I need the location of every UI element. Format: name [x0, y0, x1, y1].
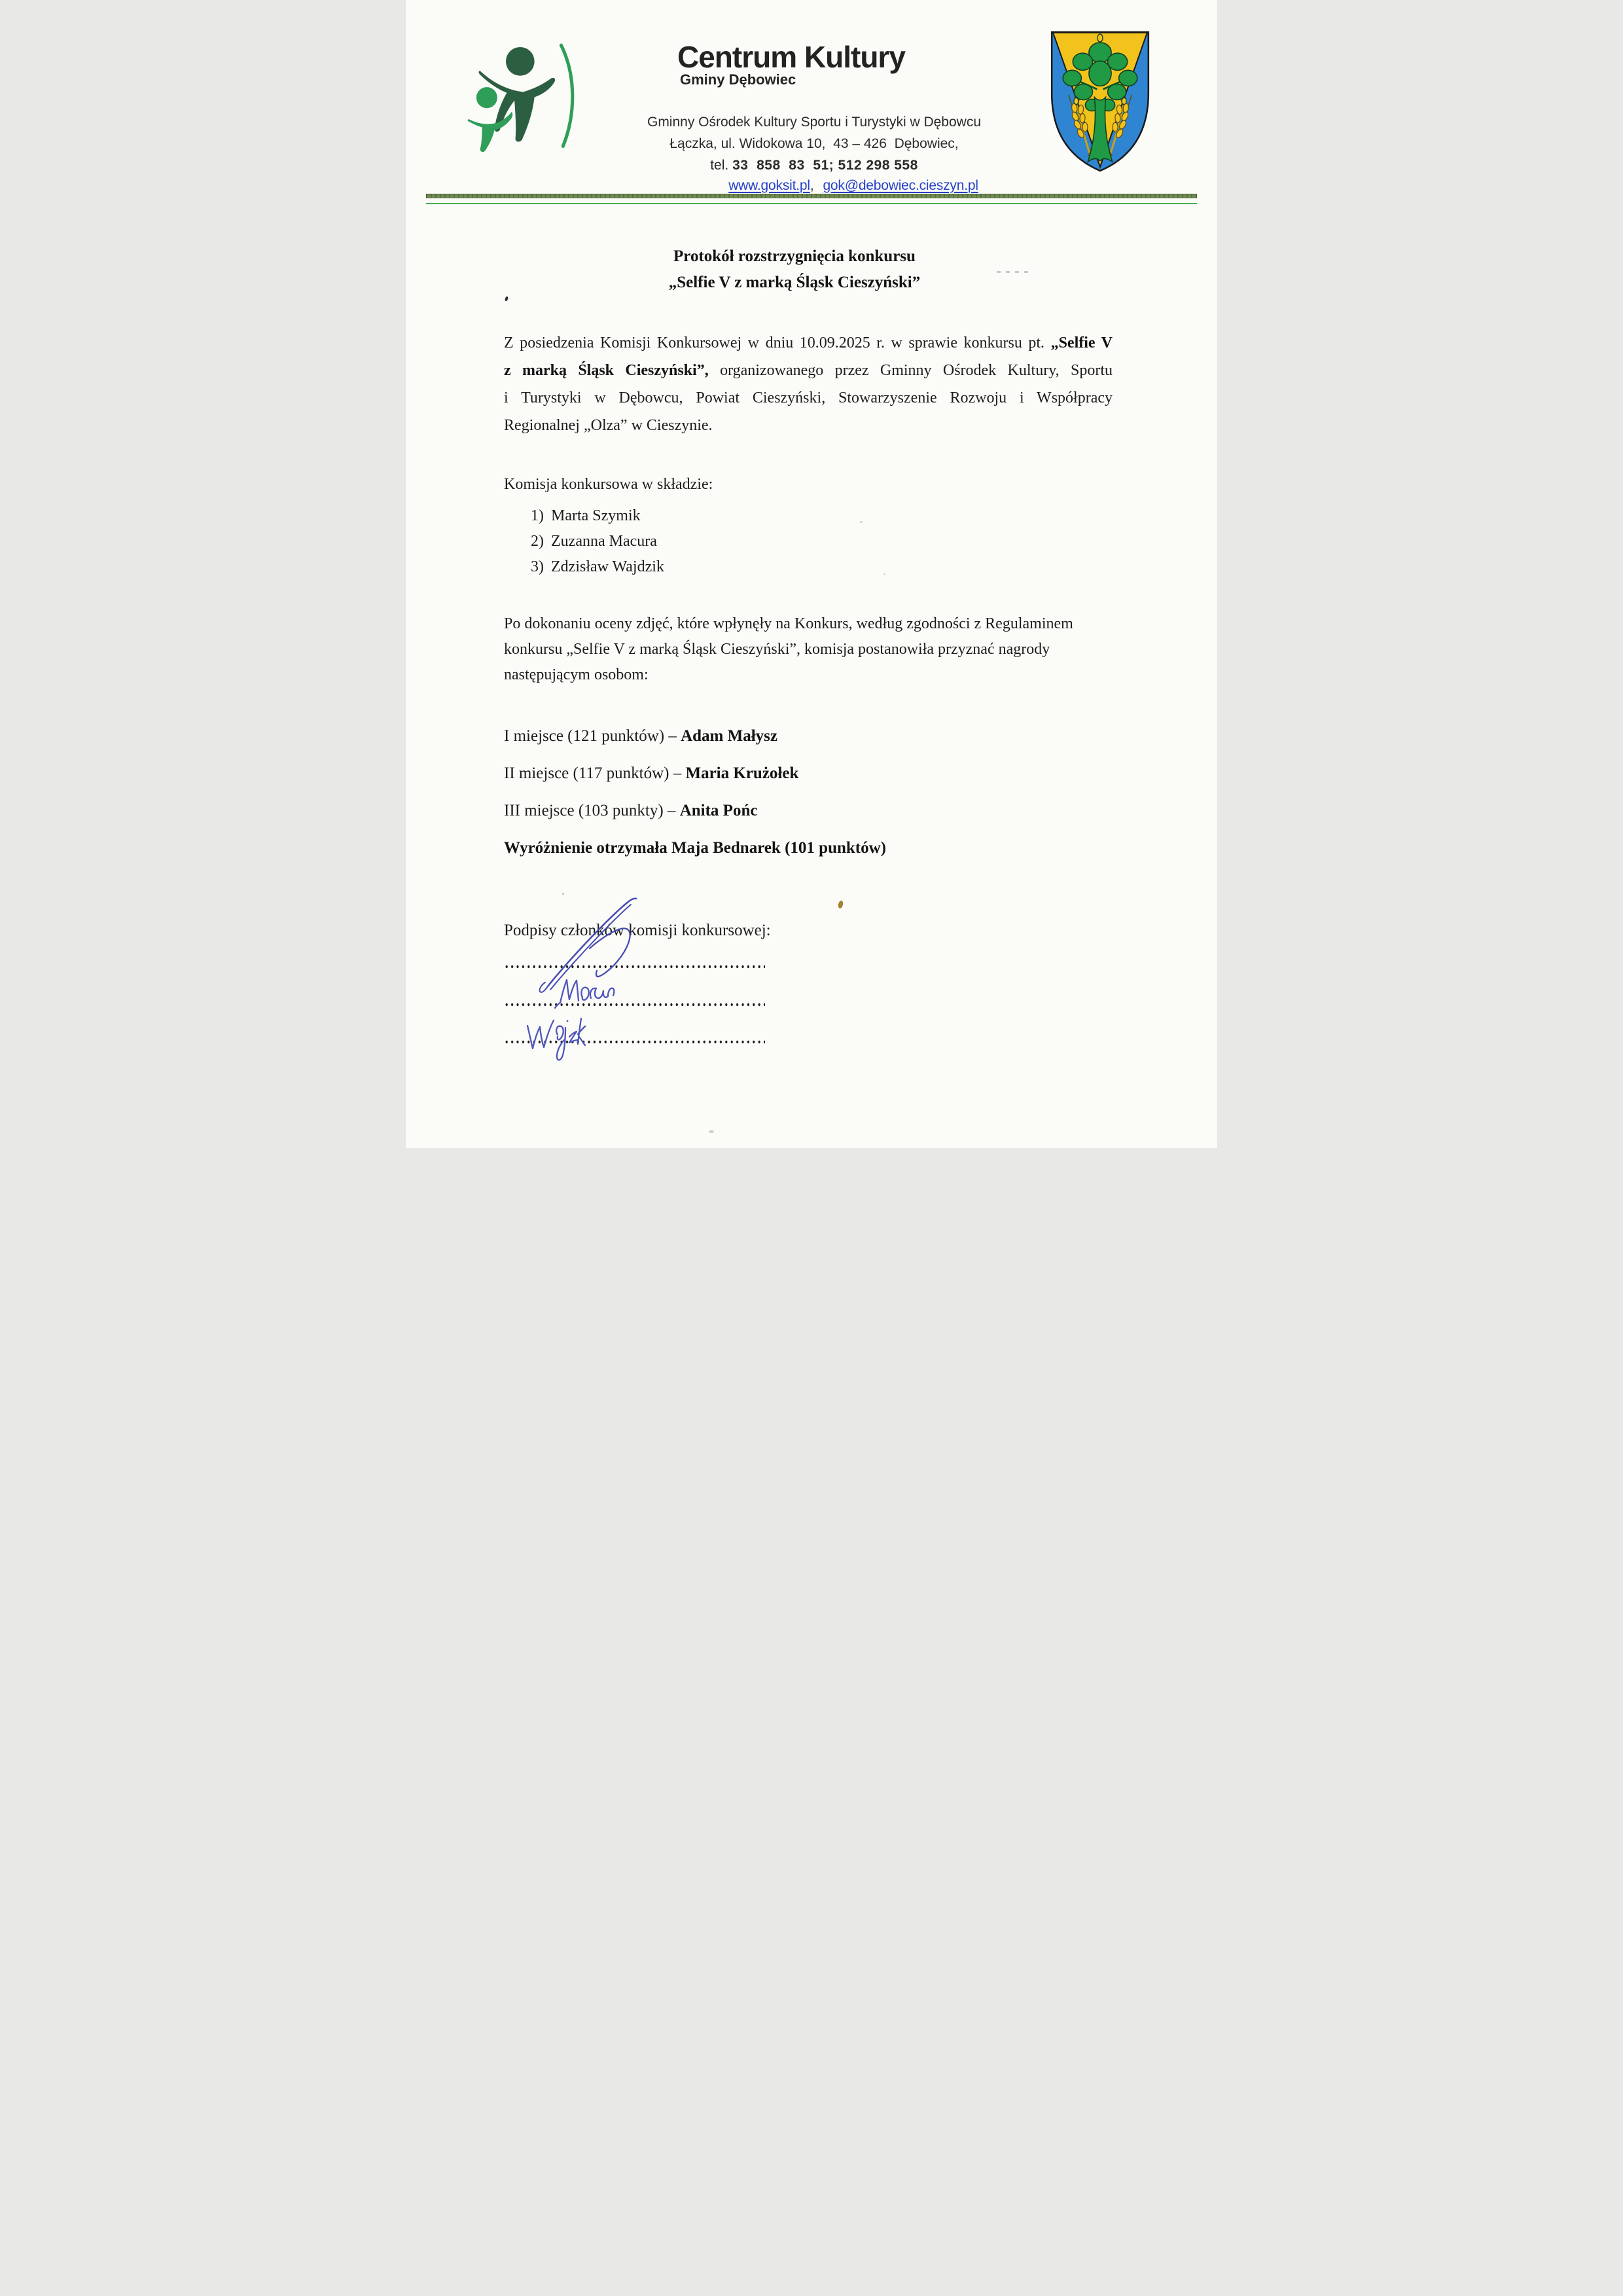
phone-numbers: 33 858 83 51; 512 298 558 [732, 158, 918, 173]
result-prefix: III miejsce (103 punkty) – [504, 802, 680, 819]
paragraph-intro-line2 [504, 357, 1113, 384]
result-first-place [504, 726, 886, 746]
logo-figure-light-body [468, 112, 513, 152]
winner-name: Anita Pońc [679, 802, 758, 819]
link-separator: , [810, 178, 814, 193]
scan-dot [562, 893, 564, 895]
paragraph-decision-line1: Po dokonaniu oceny zdjęć, które wpłynęły na Konkurs, według zgodności z Regulaminem [504, 615, 1073, 632]
results-list [504, 726, 886, 876]
intro-l1-bold: „Selfie V [1050, 334, 1113, 351]
org-name-line2: Gminy Dębowiec [680, 71, 796, 88]
signature-wajdzik [527, 1018, 585, 1060]
result-third-place [504, 801, 886, 821]
member-number: 1) [531, 507, 544, 524]
committee-member-row [504, 529, 664, 554]
member-name: Zdzisław Wajdzik [551, 558, 664, 575]
signature-scrawl-1 [539, 899, 636, 992]
logo-figure-dark-head [506, 47, 535, 76]
result-prefix: II miejsce (117 punktów) – [504, 764, 686, 782]
links-line [624, 178, 1082, 194]
contact-phone-line [585, 154, 1043, 176]
paragraph-intro-line4: Regionalnej „Olza” w Cieszynie. [504, 417, 713, 434]
document-title-line1: Protokół rozstrzygnięcia konkursu [673, 247, 916, 265]
signatures-label: Podpisy członków komisji konkursowej: [504, 922, 771, 939]
scan-smudge-bottom [709, 1130, 714, 1133]
signature-line-2 [504, 1003, 765, 1007]
paragraph-decision-line2: konkursu „Selfie V z marką Śląsk Cieszyński”, komisja postanowiła przyznać nagrody [504, 641, 1050, 658]
committee-member-row [504, 503, 664, 529]
contact-dept-line: Gminny Ośrodek Kultury Sportu i Turystyki w Dębowcu [647, 115, 981, 130]
member-name: Marta Szymik [551, 507, 641, 524]
website-link[interactable]: www.goksit.pl [728, 178, 810, 193]
intro-l1-regular: Z posiedzenia Komisji Konkursowej w dniu 10.09.2025 r. w sprawie konkursu pt. [504, 334, 1051, 351]
faint-scan-smudge [997, 271, 1033, 273]
result-distinction: Wyróżnienie otrzymała Maja Bednarek (101 punktów) [504, 839, 886, 857]
signature-line-3 [504, 1040, 765, 1044]
paragraph-decision [504, 611, 1113, 688]
brown-fleck [838, 900, 844, 908]
paragraph-intro-line1 [504, 329, 1113, 357]
org-name-line1: Centrum Kultury [677, 40, 905, 74]
member-name: Zuzanna Macura [551, 533, 657, 550]
paragraph-intro [504, 329, 1113, 439]
logo-figure-light-head [476, 87, 497, 108]
contact-address-line: Łączka, ul. Widokowa 10, 43 – 426 Dębowiec, [669, 136, 959, 151]
committee-heading: Komisja konkursowa w składzie: [504, 476, 713, 493]
intro-l2-regular: organizowanego przez Gminny Ośrodek Kultury, Sportu [708, 362, 1113, 379]
committee-member-row [504, 554, 664, 580]
result-prefix: I miejsce (121 punktów) – [504, 727, 681, 745]
centrum-kultury-logo-icon [462, 30, 581, 162]
contact-block [585, 111, 1043, 176]
scan-dot [883, 573, 885, 575]
scanned-document-page [406, 0, 1217, 1148]
winner-name: Adam Małysz [681, 727, 777, 745]
paragraph-intro-line3: i Turystyki w Dębowcu, Powiat Cieszyński, Stowarzyszenie Rozwoju i Współpracy [504, 389, 1113, 406]
member-number: 3) [531, 558, 544, 575]
paragraph-decision-line3: następującym osobom: [504, 666, 649, 683]
result-second-place [504, 764, 886, 783]
winner-name: Maria Krużołek [685, 764, 799, 782]
signature-line-1 [504, 965, 765, 969]
logo-arc [561, 45, 572, 146]
scan-dot [860, 521, 863, 523]
document-title-line2: „Selfie V z marką Śląsk Cieszyński” [668, 274, 921, 291]
header-divider-line [426, 203, 1197, 204]
committee-member-list [504, 503, 664, 580]
stray-ink-mark [505, 296, 508, 302]
header-divider-band [426, 194, 1197, 198]
debowiec-coat-of-arms [1047, 29, 1153, 175]
intro-l2-bold: z marką Śląsk Cieszyński”, [504, 362, 709, 379]
member-number: 2) [531, 533, 544, 550]
phone-prefix: tel. [710, 158, 733, 173]
email-link[interactable]: gok@debowiec.cieszyn.pl [823, 178, 978, 193]
